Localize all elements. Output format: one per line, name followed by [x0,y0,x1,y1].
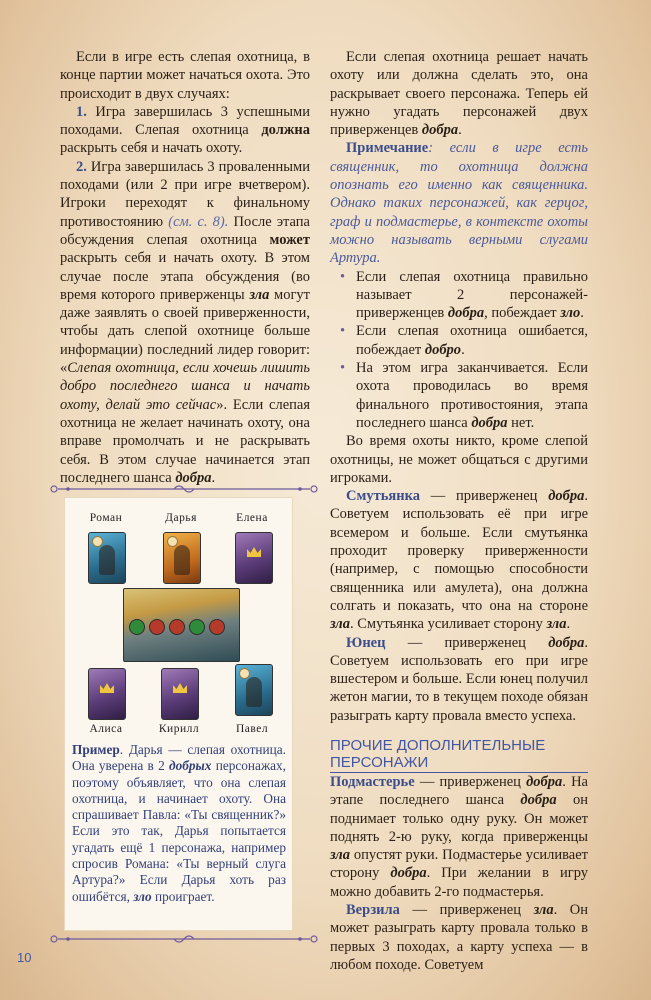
game-board-image [123,588,240,662]
success-token [189,619,205,635]
success-token [129,619,145,635]
player-name-roman: Роман [89,512,123,524]
troublemaker-paragraph: Смутьянка — приверженец добра. Советуем использовать её при игре всемером и больше. Если смутьянка проходит проверку приверженности (например, с помощью способности священника или амулета), она должна солгать и показать, что она на стороне зла. Смутьянка усиливает сторону зла. [330,488,588,633]
list-item: • Если слепая охотница ошибается, побеждает добро. [356,322,588,359]
card-back-alisa [88,668,126,720]
ornament-divider-top [48,482,320,496]
intro-paragraph: Если в игре есть слепая охотница, в конце партии может начаться охота. Это происходит в двух случаях: [60,49,310,102]
card-back-elena [235,532,273,584]
example-box [64,497,293,931]
page-reference-link[interactable]: (см. с. 8). [168,213,229,230]
fail-token [209,619,225,635]
brute-paragraph: Верзила — приверженец зла. Он может разыграть карту провала только в первых 3 походах, а карту успеха — в любом походе. Советуем [330,902,589,973]
card-back-kirill [161,668,199,720]
player-name-kirill: Кирилл [158,723,200,735]
left-column [60,48,310,487]
right-column [330,48,588,974]
example-text: Пример. Дарья — слепая охотница. Она уверена в 2 добрых персонажах, поэтому объявляет, что она слепая охотница, и начинает охоту. Она спрашивает Павла: «Ты священник?» Если это так, Дарья попытается угадать ещё 1 персонажа, например спросив Романа: «Ты верный слуга Артура?» Если Дарья хоть раз ошибётся, зло проиграет. [72,742,287,904]
fail-token [169,619,185,635]
section-heading: ПРОЧИЕ ДОПОЛНИТЕЛЬНЫЕ ПЕРСОНАЖИ [330,737,588,773]
hunt-paragraph: Если слепая охотница решает начать охоту или должна сделать это, она раскрывает своего персонажа. Теперь ей нужно угадать персонажей двух приверженцев добра. [330,49,588,139]
list-item: • На этом игра заканчивается. Если охота проводилась во время финального противостояния, этапа последнего шанса добра нет. [356,359,588,432]
player-name-elena: Елена [236,512,268,524]
fail-token [149,619,165,635]
ornament-divider-bottom [48,932,320,946]
character-card-roman [88,532,126,584]
player-name-alisa: Алиса [89,723,123,735]
case-2-paragraph: 2. Игра завершилась 3 проваленными походами (или 2 при игре вчетвером). Игроки переходят к финальному противостоянию (см. с. 8). После этапа обсуждения слепая охотница может раскрыть себя и начать охоту. В этом случае после этапа обсуждения (во время которого приверженцы зла могут даже заявлять о своей приверженности, чтобы дать слепой охотнице больше информации) последний лидер говорит: «Слепая охотница, если хочешь лишить добро последнего шанса и начать охоту, делай это сейчас». Если слепая охотница не желает начинать охоту, она вправе промолчать и не раскрывать себя. В этом случае начинается этап последнего шанса добра. [60,158,311,486]
character-card-darya [163,532,201,584]
player-name-pavel: Павел [235,723,269,735]
list-item: • Если слепая охотница правильно называет 2 персонажей-приверженцев добра, побеждает зло. [356,268,588,323]
character-card-pavel [235,664,273,716]
case-1-paragraph: 1. Игра завершилась 3 успешными походами. Слепая охотница должна раскрыть себя и начать охоту. [60,103,310,157]
page-number: 10 [17,950,32,965]
player-name-darya: Дарья [165,512,197,524]
outcome-list [330,268,588,433]
apprentice-paragraph: Подмастерье — приверженец добра. На этапе последнего шанса добра он поднимает только одну руку. Он может поднять 2-ю руку, когда приверженцы зла опустят руки. Подмастерье усиливает сторону добра. При желании в игру можно добавить 2-го подмастерья. [330,773,589,900]
note-paragraph: Примечание: если в игре есть священник, то охотница должна опознать его именно как священника. Однако таких персонажей, как герцог, граф и подмастерье, в контексте охоты можно называть верными слугами Артура. [330,140,588,267]
youth-paragraph: Юнец — приверженец добра. Советуем использовать его при игре вшестером и больше. Если юнец получил жетон магии, то в текущем походе обязан разыграть карту провала вместо успеха. [330,634,588,724]
no-talk-paragraph: Во время охоты никто, кроме слепой охотницы, не может общаться с другими игроками. [330,433,588,486]
